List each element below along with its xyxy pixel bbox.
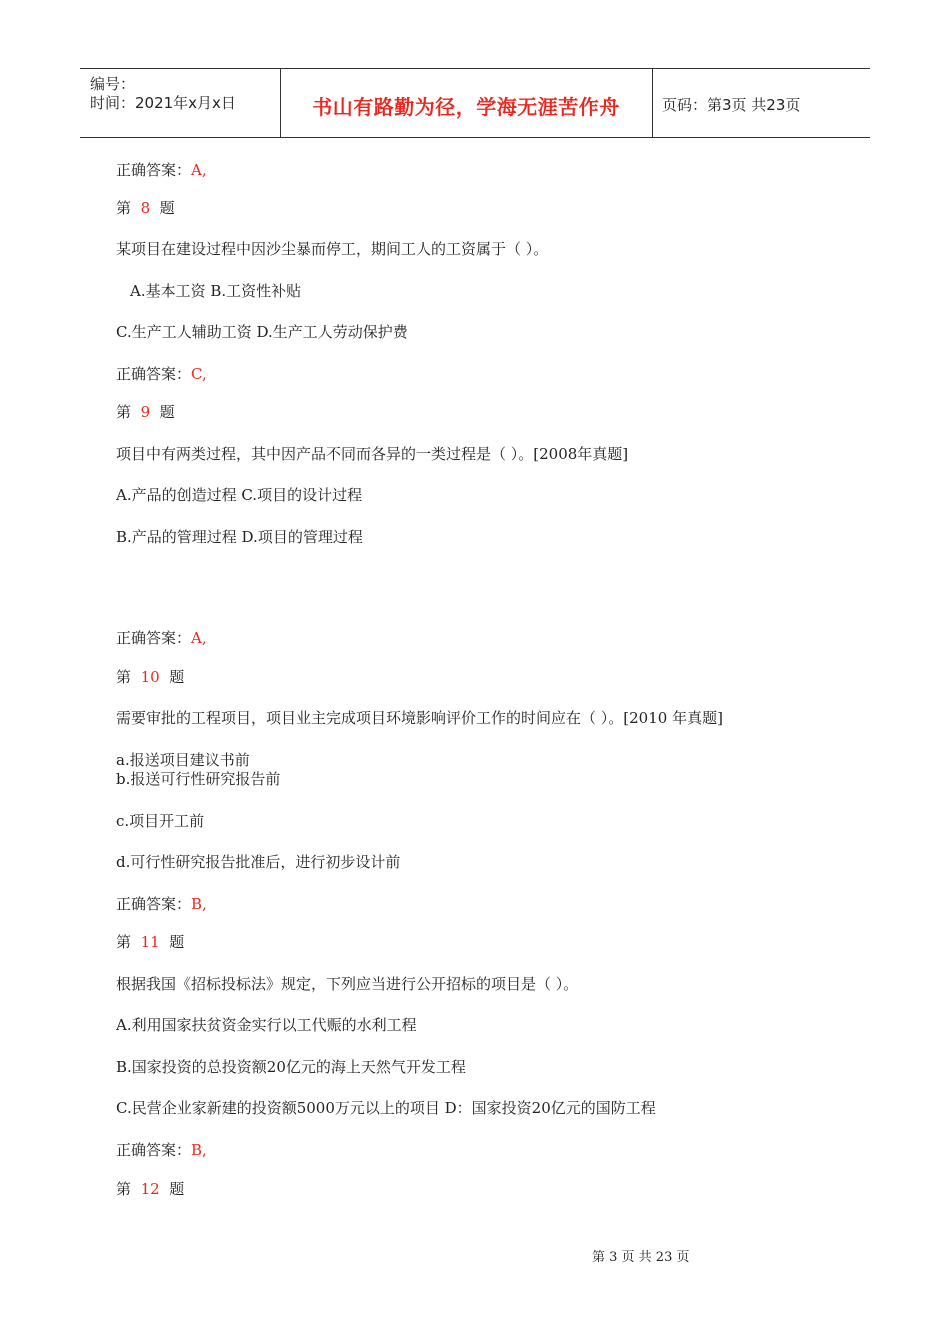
question-option-b: B.国家投资的总投资额20亿元的海上天然气开发工程 [116,1058,466,1076]
question-suffix: 题 [169,933,185,951]
question-option-d: d.可行性研究报告批准后，进行初步设计前 [116,853,401,871]
answer-label: 正确答案： [116,895,192,913]
page-footer: 第 3 页 共 23 页 [592,1250,690,1265]
question-heading [116,1178,184,1199]
header-motto: 书山有路勤为径，学海无涯苦作舟 [312,95,620,119]
question-number: 10 [140,668,160,686]
answer-value: B, [191,895,207,913]
question-options: C.生产工人辅助工资 D.生产工人劳动保护费 [116,323,408,341]
question-option-c: c.项目开工前 [116,812,205,830]
question-heading [116,666,184,687]
question-options: A.基本工资 B.工资性补贴 [130,282,302,300]
answer-label: 正确答案： [116,1141,192,1159]
answer-line [116,1139,207,1160]
question-suffix: 题 [169,1180,185,1198]
document-time-label: 时间：2021年x月x日 [90,94,236,112]
question-prefix: 第 [116,933,132,951]
header-page-cell [652,69,870,137]
header-motto-cell [280,69,653,137]
question-option-b: b.报送可行性研究报告前 [116,770,281,788]
question-prefix: 第 [116,403,132,421]
question-suffix: 题 [169,668,185,686]
question-text: 需要审批的工程项目，项目业主完成项目环境影响评价工作的时间应在（ ）。[2010 年真题] [116,709,723,727]
question-heading [116,197,175,218]
question-text: 项目中有两类过程，其中因产品不同而各异的一类过程是（ ）。[2008年真题] [116,445,629,463]
header-page-info: 页码：第3页 共23页 [662,96,801,114]
question-prefix: 第 [116,668,132,686]
answer-line [116,363,207,384]
question-option-cd: C.民营企业家新建的投资额5000万元以上的项目 D：国家投资20亿元的国防工程 [116,1099,656,1117]
page-header [80,68,870,138]
document-number-label: 编号： [90,75,136,93]
answer-value: A, [191,161,207,179]
header-meta-cell [80,69,281,137]
question-suffix: 题 [159,199,175,217]
question-options: B.产品的管理过程 D.项目的管理过程 [116,528,363,546]
answer-line [116,159,207,180]
answer-label: 正确答案： [116,161,192,179]
question-text: 根据我国《招标投标法》规定，下列应当进行公开招标的项目是（ ）。 [116,975,579,993]
question-option-a: A.利用国家扶贫资金实行以工代赈的水利工程 [116,1016,417,1034]
question-number: 12 [140,1180,160,1198]
question-number: 9 [140,403,151,421]
question-options: A.产品的创造过程 C.项目的设计过程 [116,486,363,504]
answer-line [116,627,207,648]
question-heading [116,931,184,952]
answer-label: 正确答案： [116,365,192,383]
question-text: 某项目在建设过程中因沙尘暴而停工，期间工人的工资属于（ ）。 [116,240,549,258]
answer-value: C, [191,365,207,383]
answer-line [116,893,207,914]
question-heading [116,401,175,422]
answer-label: 正确答案： [116,629,192,647]
question-suffix: 题 [159,403,175,421]
question-option-a: a.报送项目建议书前 [116,751,250,769]
question-prefix: 第 [116,199,132,217]
answer-value: A, [191,629,207,647]
answer-value: B, [191,1141,207,1159]
question-number: 11 [140,933,160,951]
question-prefix: 第 [116,1180,132,1198]
question-number: 8 [140,199,151,217]
